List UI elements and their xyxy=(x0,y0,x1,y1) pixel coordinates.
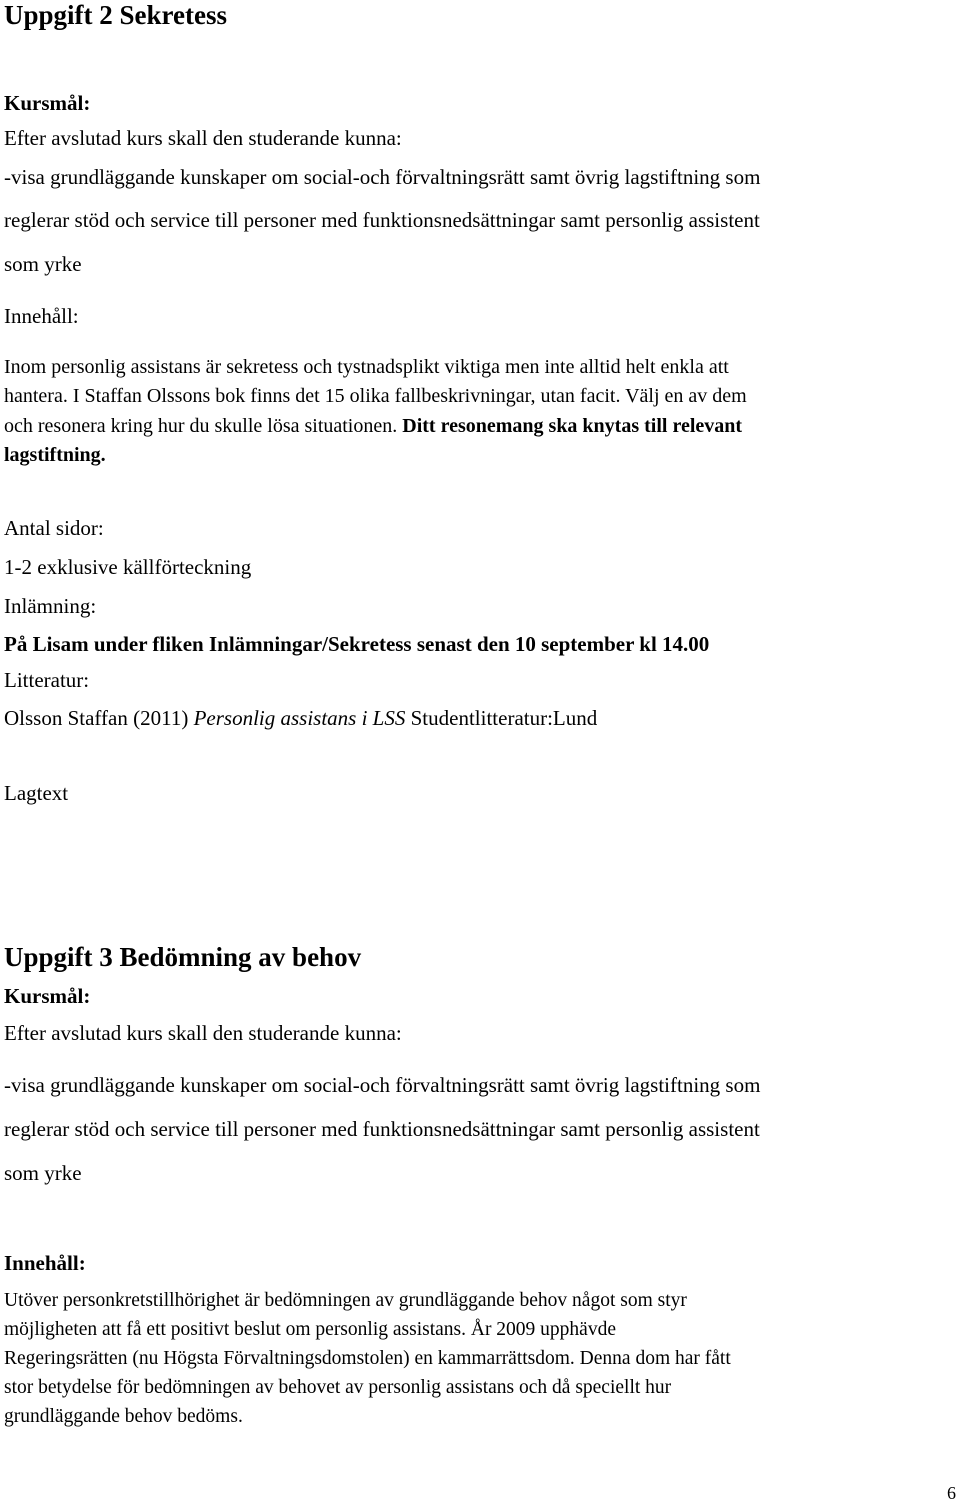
section-2-antal-sidor-value: 1-2 exklusive källförteckning xyxy=(4,555,252,579)
section-2-lagtext: Lagtext xyxy=(4,781,69,805)
section-2-litteratur-author: Olsson Staffan (2011) xyxy=(4,706,194,730)
section-3-kursmal-line-4: som yrke xyxy=(4,1161,82,1185)
section-2-innehall-bold-2: lagstiftning. xyxy=(4,444,106,466)
section-3-title: Uppgift 3 Bedömning av behov xyxy=(4,942,362,972)
section-3-kursmal-line-1: Efter avslutad kurs skall den studerande kunna: xyxy=(4,1021,402,1045)
section-3-innehall-label: Innehåll: xyxy=(4,1251,86,1275)
section-2-innehall-line-1: Inom personlig assistans är sekretess och tystnadsplikt viktiga men inte alltid helt enkla att xyxy=(4,356,729,378)
section-2-kursmal-line-1: Efter avslutad kurs skall den studerande kunna: xyxy=(4,126,402,150)
section-3-innehall-line-5: grundläggande behov bedöms. xyxy=(4,1406,243,1427)
section-3-innehall-line-4: stor betydelse för bedömningen av behovet av personlig assistans och då speciellt hur xyxy=(4,1377,672,1398)
section-2-kursmal-line-4: som yrke xyxy=(4,252,82,276)
section-2-kursmal-line-2: -visa grundläggande kunskaper om social-och förvaltningsrätt samt övrig lagstiftning som xyxy=(4,165,761,189)
section-2-innehall-bold-1: Ditt resonemang ska knytas till relevant xyxy=(402,415,743,437)
section-3-innehall-line-3: Regeringsrätten (nu Högsta Förvaltningsdomstolen) en kammarrättsdom. Denna dom har fått xyxy=(4,1348,731,1369)
section-3-innehall-line-1: Utöver personkretstillhörighet är bedömningen av grundläggande behov något som styr xyxy=(4,1290,687,1311)
section-3-innehall-line-2: möjligheten att få ett positivt beslut om personlig assistans. År 2009 upphävde xyxy=(4,1319,616,1340)
section-2-inlamning-value: På Lisam under fliken Inlämningar/Sekretess senast den 10 september kl 14.00 xyxy=(4,632,710,656)
section-2-litteratur-title: Personlig assistans i LSS xyxy=(193,706,406,730)
section-2-innehall-line-2: hantera. I Staffan Olssons bok finns det 15 olika fallbeskrivningar, utan facit. Välj en av dem xyxy=(4,385,747,407)
section-2-antal-sidor-label: Antal sidor: xyxy=(4,516,104,540)
page-number: 6 xyxy=(947,1483,956,1503)
section-3-kursmal-line-2: -visa grundläggande kunskaper om social-och förvaltningsrätt samt övrig lagstiftning som xyxy=(4,1073,761,1097)
section-2-litteratur-publisher: Studentlitteratur:Lund xyxy=(405,706,598,730)
section-2-innehall-line-3-text: och resonera kring hur du skulle lösa situationen. xyxy=(4,415,403,437)
section-2-kursmal-line-3: reglerar stöd och service till personer med funktionsnedsättningar samt personlig assistent xyxy=(4,208,760,232)
section-2-litteratur-label: Litteratur: xyxy=(4,668,90,692)
section-2-inlamning-label: Inlämning: xyxy=(4,594,97,618)
section-2-litteratur-entry xyxy=(4,708,597,729)
section-3-kursmal-label: Kursmål: xyxy=(4,984,91,1008)
section-2-title: Uppgift 2 Sekretess xyxy=(4,0,228,30)
section-3-kursmal-line-3: reglerar stöd och service till personer med funktionsnedsättningar samt personlig assistent xyxy=(4,1117,760,1141)
section-2-innehall-line-3 xyxy=(4,416,742,436)
section-2-kursmal-label: Kursmål: xyxy=(4,91,91,115)
section-2-innehall-label: Innehåll: xyxy=(4,304,79,328)
